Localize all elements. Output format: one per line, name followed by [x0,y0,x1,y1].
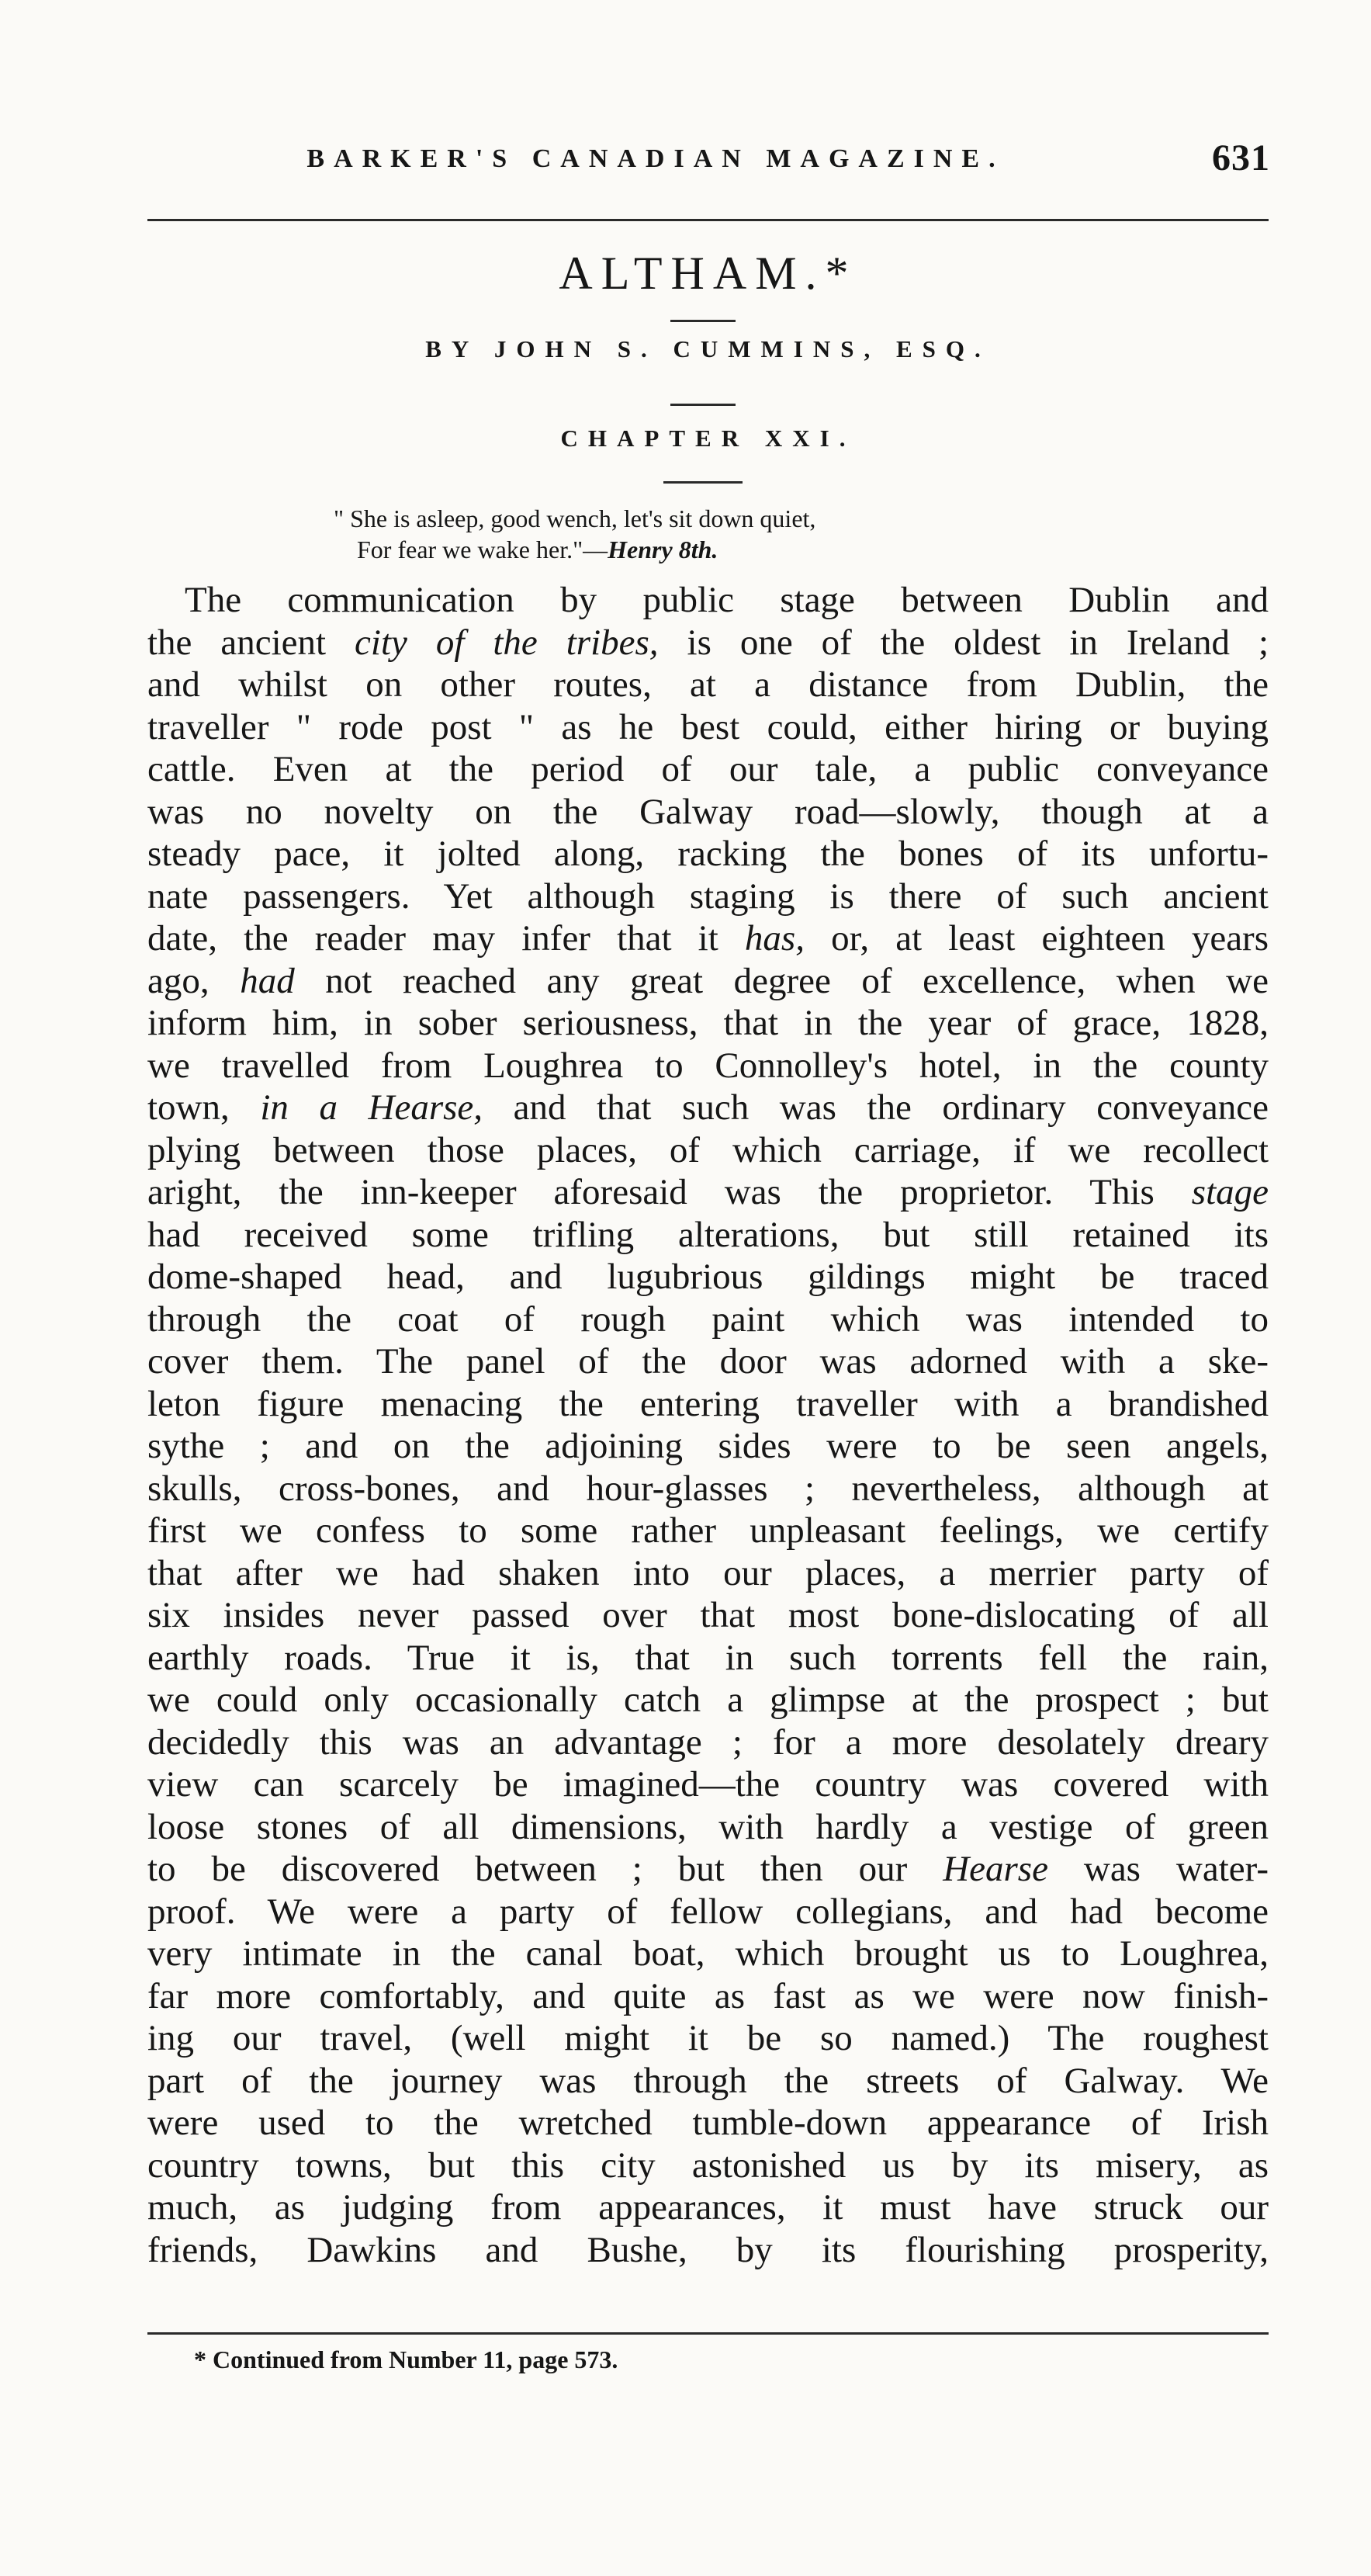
chapter-divider [663,481,743,484]
body-line: traveller " rode post " as he best could, either hiring or buying [147,706,1269,747]
body-italic-run: had [240,960,295,1001]
body-line: was no novelty on the Galway road—slowly, though at a [147,791,1269,832]
page-number: 631 [1212,137,1270,179]
body-line: very intimate in the canal boat, which brought us to Loughrea, [147,1933,1269,1974]
body-italic-run: Hearse [943,1849,1048,1889]
body-line: were used to the wretched tumble-down appearance of Irish [147,2103,1269,2143]
body-line: and whilst on other routes, at a distance from Dublin, the [147,664,1269,705]
body-line: inform him, in sober seriousness, that in the year of grace, 1828, [147,1003,1269,1043]
body-line: first we confess to some rather unpleasant feelings, we certify [147,1510,1269,1551]
body-line: country towns, but this city astonished us by its misery, as [147,2144,1269,2186]
body-line: The communication by public stage between Dublin and [185,580,1269,620]
epigraph-source: Henry 8th. [608,536,718,563]
title-divider [670,320,736,322]
body-line: much, as judging from appearances, it must have struck our [147,2187,1269,2228]
epigraph-line-2 [334,534,1110,565]
body-italic-run: city of the tribes, [355,622,659,663]
byline-divider [670,404,736,406]
body-line [147,960,1269,1003]
body-text-run: ago, [147,960,241,1001]
body-line [147,917,1269,960]
body-line: we could only occasionally catch a glimpse at the prospect ; but [147,1680,1269,1720]
body-line: proof. We were a party of fellow collegians, and had become [147,1891,1269,1932]
body-italic-run: stage [1191,1172,1269,1212]
footnote: * Continued from Number 11, page 573. [194,2345,618,2373]
body-text-run: and that such was the ordinary conveyance [483,1087,1269,1128]
body-line: six insides never passed over that most bone-dislocating of all [147,1595,1269,1635]
body-line: through the coat of rough paint which was intended to [147,1298,1269,1340]
chapter-heading: CHAPTER XXI. [560,425,856,452]
body-line: cover them. The panel of the door was adorned with a ske- [147,1341,1269,1382]
body-italic-run: in a Hearse, [260,1087,483,1128]
article-title: ALTHAM.* [559,248,857,299]
body-line: had received some trifling alterations, but still retained its [147,1214,1269,1255]
footnote-rule [147,2332,1269,2335]
body-line [147,1171,1269,1214]
body-line: far more comfortably, and quite as fast as we were now finish- [147,1975,1269,2016]
body-italic-run: has, [744,918,805,959]
body-line: cattle. Even at the period of our tale, a public conveyance [147,749,1269,789]
body-line [147,622,1269,664]
body-text-run: aright, the inn-keeper aforesaid was the proprietor. This [147,1172,1192,1212]
body-line: part of the journey was through the streets of Galway. We [147,2060,1269,2101]
body-text-run: is one of the oldest in Ireland ; [658,622,1269,663]
epigraph-line-1: " She is asleep, good wench, let's sit down quiet, [334,504,816,532]
body-line: skulls, cross-bones, and hour-glasses ; nevertheless, although at [147,1468,1269,1509]
running-title: BARKER'S CANADIAN MAGAZINE. [306,144,1005,173]
body-line: we travelled from Loughrea to Connolley's hotel, in the county [147,1045,1269,1086]
body-line: nate passengers. Yet although staging is there of such ancient [147,875,1269,917]
body-text-run: town, [147,1087,261,1128]
article-body [147,579,1269,2271]
body-line: that after we had shaken into our places, a merrier party of [147,1552,1269,1593]
header-rule [147,219,1269,221]
body-line: friends, Dawkins and Bushe, by its flourishing prosperity, [147,2229,1269,2270]
epigraph-line-2-text: For fear we wake her."— [357,536,608,563]
body-line: plying between those places, of which carriage, if we recollect [147,1129,1269,1170]
body-line: view can scarcely be imagined—the country was covered with [147,1764,1269,1805]
body-line: sythe ; and on the adjoining sides were to be seen angels, [147,1426,1269,1466]
body-text-run: date, the reader may infer that it [147,918,745,959]
body-line: steady pace, it jolted along, racking the bones of its unfortu- [147,834,1269,874]
body-line: earthly roads. True it is, that in such torrents fell the rain, [147,1637,1269,1678]
body-line [147,1087,1269,1129]
byline: BY JOHN S. CUMMINS, ESQ. [425,335,991,362]
body-line: ing our travel, (well might it be so named.) The roughest [147,2018,1269,2058]
body-text-run: not reached any great degree of excellence, when we [294,960,1269,1001]
body-line: leton figure menacing the entering traveller with a brandished [147,1383,1269,1424]
body-text-run: was water- [1047,1849,1269,1889]
body-line: dome-shaped head, and lugubrious gildings might be traced [147,1257,1269,1297]
body-text-run: the ancient [147,622,355,663]
body-line [147,1848,1269,1891]
epigraph [334,503,1110,565]
body-text-run: or, at least eighteen years [804,918,1269,959]
body-line: loose stones of all dimensions, with hardly a vestige of green [147,1806,1269,1847]
body-line: decidedly this was an advantage ; for a more desolately dreary [147,1721,1269,1763]
body-text-run: to be discovered between ; but then our [147,1849,943,1889]
running-head [147,137,1270,186]
